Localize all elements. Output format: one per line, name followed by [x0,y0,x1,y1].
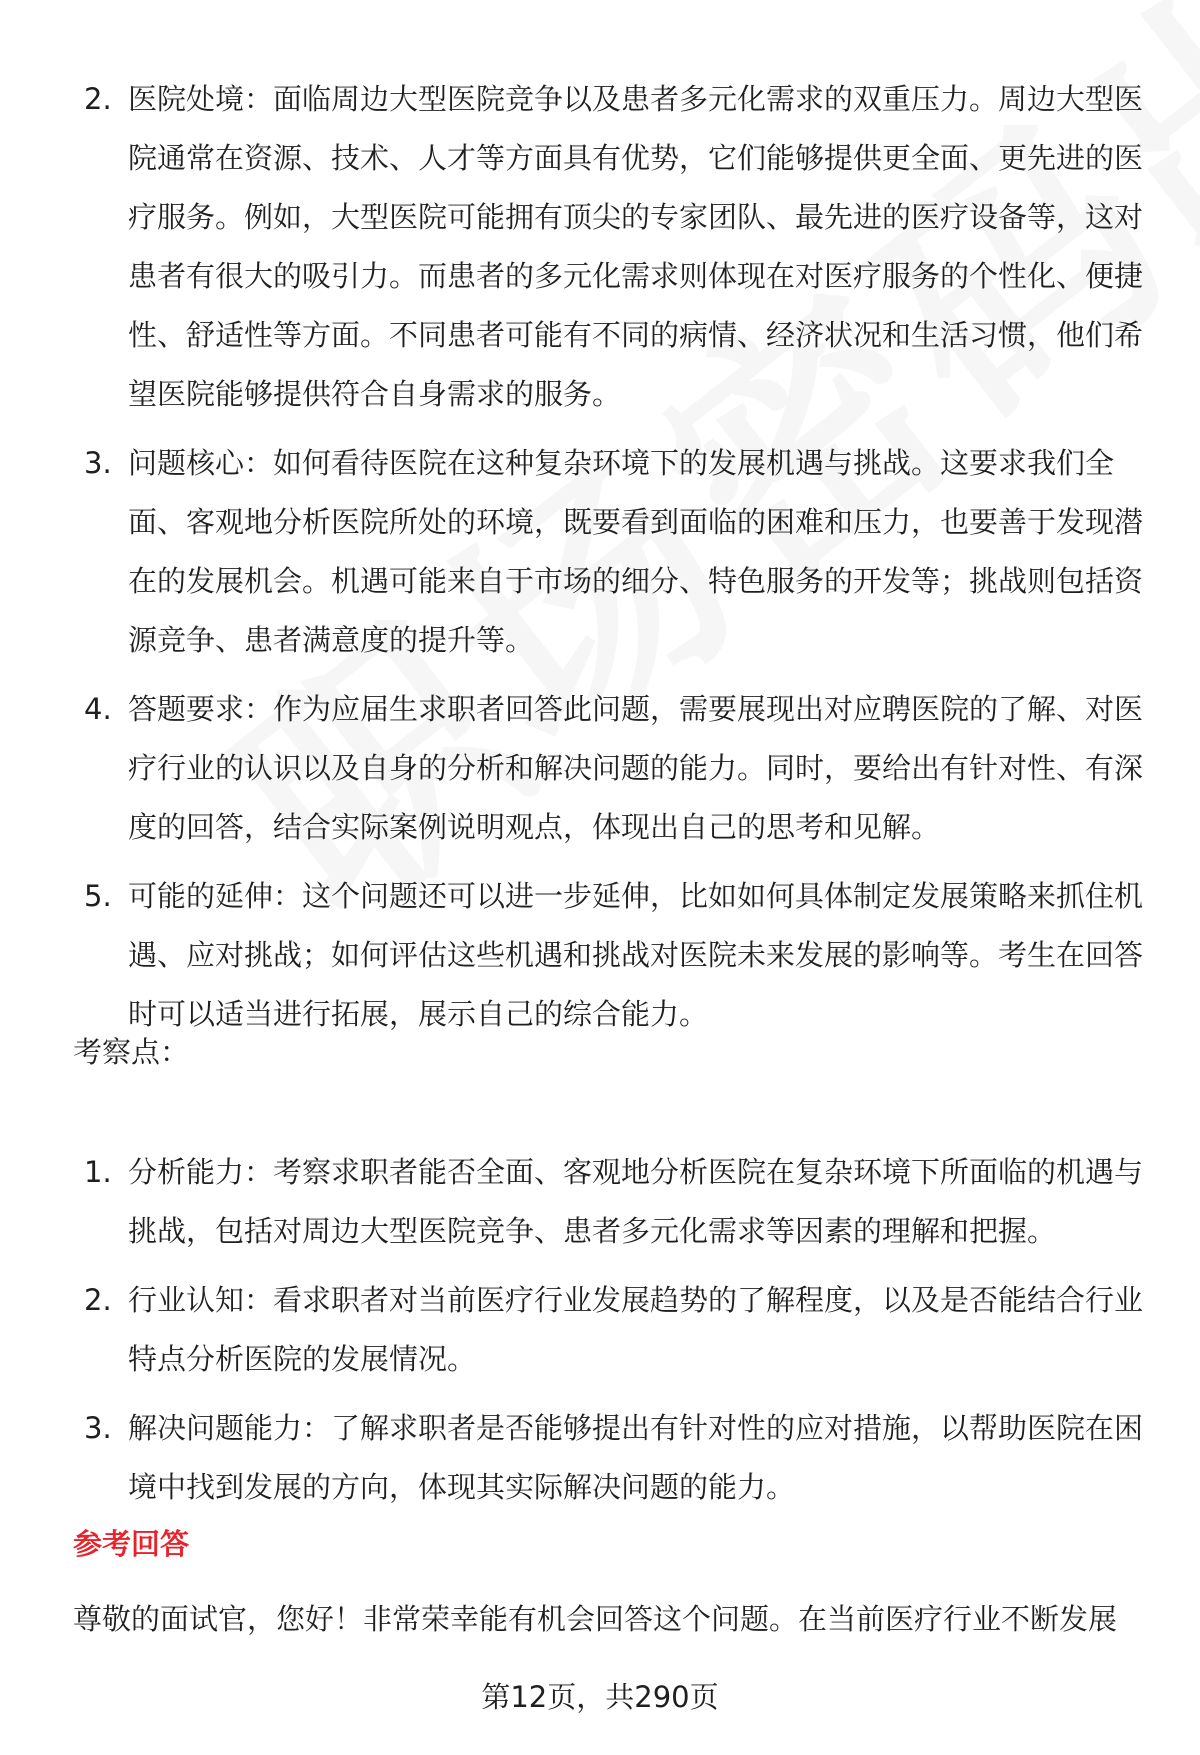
assessment-points-label: 考察点： [73,1035,190,1069]
list-item [0,1143,1200,1261]
list-item-text: 问题核心：如何看待医院在这种复杂环境下的发展机遇与挑战。这要求我们全面、客观地分析医院所处的环境，既要看到面临的困难和压力，也要善于发现潜在的发展机会。机遇可能来自于市场的细分、特色服务的开发等；挑战则包括资源竞争、患者满意度的提升等。 [128,446,1144,657]
list-item [0,434,1200,670]
list-item-text: 行业认知：看求职者对当前医疗行业发展趋势的了解程度，以及是否能结合行业特点分析医院的发展情况。 [128,1283,1144,1376]
list-item [0,867,1200,1044]
page-number-footer: 第12页，共290页 [481,1680,719,1714]
list-item [0,70,1200,424]
list-item-text: 医院处境：面临周边大型医院竞争以及患者多元化需求的双重压力。周边大型医院通常在资源、技术、人才等方面具有优势，它们能够提供更全面、更先进的医疗服务。例如，大型医院可能拥有顶尖的专家团队、最先进的医疗设备等，这对患者有很大的吸引力。而患者的多元化需求则体现在对医疗服务的个性化、便捷性、舒适性等方面。不同患者可能有不同的病情、经济状况和生活习惯，他们希望医院能够提供符合自身需求的服务。 [128,82,1144,411]
list-item-text: 答题要求：作为应届生求职者回答此问题，需要展现出对应聘医院的了解、对医疗行业的认识以及自身的分析和解决问题的能力。同时，要给出有针对性、有深度的回答，结合实际案例说明观点，体现出自己的思考和见解。 [128,692,1144,844]
list-item [0,1271,1200,1389]
list-item-number: 4. [84,692,112,726]
list-item-number: 1. [84,1155,112,1189]
list-item-number: 2. [84,82,112,116]
list-item-number: 3. [84,1411,112,1445]
analysis-list [0,70,1200,1054]
reference-answer-text: 尊敬的面试官，您好！非常荣幸能有机会回答这个问题。在当前医疗行业不断发展 [73,1602,1118,1636]
list-item-text: 解决问题能力：了解求职者是否能够提出有针对性的应对措施，以帮助医院在困境中找到发展的方向，体现其实际解决问题的能力。 [128,1411,1144,1504]
list-item-number: 2. [84,1283,112,1317]
list-item-number: 5. [84,879,112,913]
assessment-points-list [0,1143,1200,1527]
list-item [0,680,1200,857]
list-item-text: 分析能力：考察求职者能否全面、客观地分析医院在复杂环境下所面临的机遇与挑战，包括对周边大型医院竞争、患者多元化需求等因素的理解和把握。 [128,1155,1144,1248]
list-item-number: 3. [84,446,112,480]
list-item-text: 可能的延伸：这个问题还可以进一步延伸，比如如何具体制定发展策略来抓住机遇、应对挑战；如何评估这些机遇和挑战对医院未来发展的影响等。考生在回答时可以适当进行拓展，展示自己的综合能力。 [128,879,1144,1031]
list-item [0,1399,1200,1517]
reference-answer-heading: 参考回答 [73,1527,190,1561]
